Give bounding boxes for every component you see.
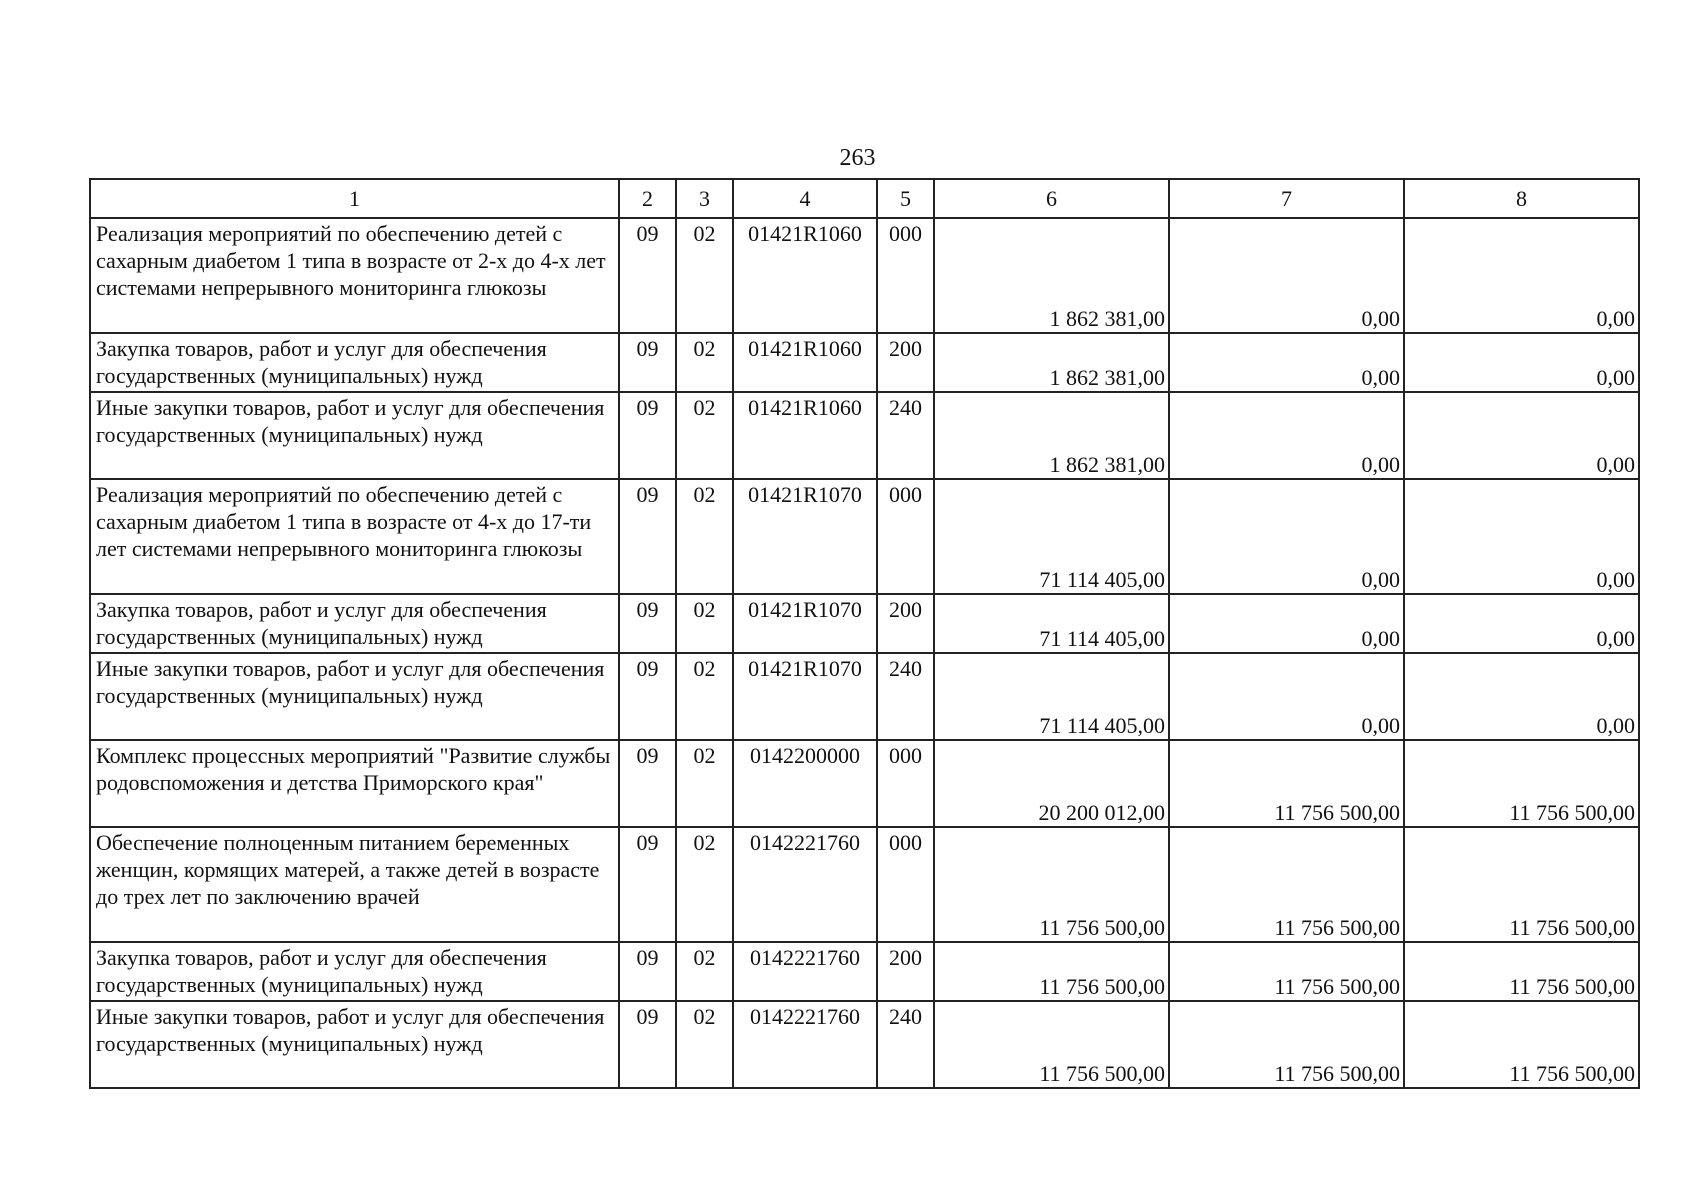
- table-row: [90, 653, 1639, 740]
- expense-name-cell: Иные закупки товаров, работ и услуг для обеспечения государственных (муниципальных) нужд: [90, 653, 619, 740]
- table-row: [90, 1001, 1639, 1088]
- subsection-code-cell: 02: [676, 333, 733, 392]
- section-code-cell: 09: [619, 479, 676, 594]
- amount-col8-cell: 11 756 500,00: [1404, 827, 1639, 942]
- section-code-cell: 09: [619, 827, 676, 942]
- expense-name-cell: Комплекс процессных мероприятий "Развитие службы родовспоможения и детства Приморского края": [90, 740, 619, 827]
- section-code-cell: 09: [619, 740, 676, 827]
- subsection-code-cell: 02: [676, 942, 733, 1001]
- amount-col6-cell: 11 756 500,00: [934, 1001, 1169, 1088]
- amount-col7-cell: 0,00: [1169, 218, 1404, 333]
- section-code-cell: 09: [619, 392, 676, 479]
- amount-col7-cell: 0,00: [1169, 392, 1404, 479]
- column-header-2: 2: [619, 179, 676, 218]
- section-code-cell: 09: [619, 333, 676, 392]
- table-header-row: [90, 179, 1639, 218]
- expense-name-cell: Реализация мероприятий по обеспечению детей с сахарным диабетом 1 типа в возрасте от 4-х до 17-ти лет системами непрерывного мониторинга глюкозы: [90, 479, 619, 594]
- expense-type-cell: 240: [877, 1001, 934, 1088]
- amount-col7-cell: 0,00: [1169, 594, 1404, 653]
- amount-col6-cell: 71 114 405,00: [934, 479, 1169, 594]
- expense-name-cell: Иные закупки товаров, работ и услуг для обеспечения государственных (муниципальных) нужд: [90, 1001, 619, 1088]
- expense-name-cell: Закупка товаров, работ и услуг для обеспечения государственных (муниципальных) нужд: [90, 942, 619, 1001]
- subsection-code-cell: 02: [676, 479, 733, 594]
- amount-col6-cell: 71 114 405,00: [934, 653, 1169, 740]
- amount-col8-cell: 0,00: [1404, 479, 1639, 594]
- expense-name-cell: Обеспечение полноценным питанием беременных женщин, кормящих матерей, а также детей в возрасте до трех лет по заключению врачей: [90, 827, 619, 942]
- table-row: [90, 392, 1639, 479]
- target-article-cell: 01421R1070: [733, 594, 877, 653]
- column-header-3: 3: [676, 179, 733, 218]
- expense-type-cell: 200: [877, 942, 934, 1001]
- expense-type-cell: 000: [877, 740, 934, 827]
- target-article-cell: 0142221760: [733, 1001, 877, 1088]
- subsection-code-cell: 02: [676, 1001, 733, 1088]
- target-article-cell: 01421R1070: [733, 479, 877, 594]
- amount-col7-cell: 0,00: [1169, 479, 1404, 594]
- target-article-cell: 0142221760: [733, 942, 877, 1001]
- amount-col7-cell: 0,00: [1169, 333, 1404, 392]
- target-article-cell: 01421R1060: [733, 333, 877, 392]
- amount-col7-cell: 11 756 500,00: [1169, 942, 1404, 1001]
- column-header-6: 6: [934, 179, 1169, 218]
- expense-name-cell: Закупка товаров, работ и услуг для обеспечения государственных (муниципальных) нужд: [90, 333, 619, 392]
- expense-type-cell: 240: [877, 392, 934, 479]
- table-row: [90, 218, 1639, 333]
- amount-col6-cell: 1 862 381,00: [934, 392, 1169, 479]
- section-code-cell: 09: [619, 653, 676, 740]
- page-number: 263: [839, 145, 876, 171]
- table-row: [90, 740, 1639, 827]
- table-row: [90, 479, 1639, 594]
- amount-col8-cell: 0,00: [1404, 333, 1639, 392]
- amount-col6-cell: 11 756 500,00: [934, 827, 1169, 942]
- expense-type-cell: 200: [877, 594, 934, 653]
- subsection-code-cell: 02: [676, 218, 733, 333]
- target-article-cell: 01421R1060: [733, 218, 877, 333]
- amount-col7-cell: 11 756 500,00: [1169, 827, 1404, 942]
- expense-name-cell: Реализация мероприятий по обеспечению детей с сахарным диабетом 1 типа в возрасте от 2-х до 4-х лет системами непрерывного мониторинга глюкозы: [90, 218, 619, 333]
- expense-name-cell: Закупка товаров, работ и услуг для обеспечения государственных (муниципальных) нужд: [90, 594, 619, 653]
- column-header-1: 1: [90, 179, 619, 218]
- column-header-5: 5: [877, 179, 934, 218]
- amount-col8-cell: 11 756 500,00: [1404, 740, 1639, 827]
- column-header-7: 7: [1169, 179, 1404, 218]
- subsection-code-cell: 02: [676, 594, 733, 653]
- section-code-cell: 09: [619, 218, 676, 333]
- expense-type-cell: 000: [877, 479, 934, 594]
- subsection-code-cell: 02: [676, 827, 733, 942]
- amount-col8-cell: 0,00: [1404, 392, 1639, 479]
- subsection-code-cell: 02: [676, 653, 733, 740]
- target-article-cell: 0142200000: [733, 740, 877, 827]
- subsection-code-cell: 02: [676, 392, 733, 479]
- column-header-4: 4: [733, 179, 877, 218]
- section-code-cell: 09: [619, 594, 676, 653]
- table-row: [90, 827, 1639, 942]
- target-article-cell: 01421R1060: [733, 392, 877, 479]
- table-row: [90, 594, 1639, 653]
- target-article-cell: 01421R1070: [733, 653, 877, 740]
- section-code-cell: 09: [619, 942, 676, 1001]
- expense-type-cell: 000: [877, 827, 934, 942]
- amount-col8-cell: 0,00: [1404, 594, 1639, 653]
- expense-type-cell: 000: [877, 218, 934, 333]
- amount-col8-cell: 0,00: [1404, 653, 1639, 740]
- amount-col6-cell: 20 200 012,00: [934, 740, 1169, 827]
- amount-col6-cell: 1 862 381,00: [934, 333, 1169, 392]
- amount-col7-cell: 0,00: [1169, 653, 1404, 740]
- amount-col6-cell: 1 862 381,00: [934, 218, 1169, 333]
- expense-type-cell: 200: [877, 333, 934, 392]
- column-header-8: 8: [1404, 179, 1639, 218]
- subsection-code-cell: 02: [676, 740, 733, 827]
- expense-name-cell: Иные закупки товаров, работ и услуг для обеспечения государственных (муниципальных) нужд: [90, 392, 619, 479]
- amount-col8-cell: 11 756 500,00: [1404, 1001, 1639, 1088]
- amount-col8-cell: 11 756 500,00: [1404, 942, 1639, 1001]
- amount-col6-cell: 11 756 500,00: [934, 942, 1169, 1001]
- table-row: [90, 333, 1639, 392]
- amount-col8-cell: 0,00: [1404, 218, 1639, 333]
- budget-table: [89, 178, 1640, 1089]
- amount-col7-cell: 11 756 500,00: [1169, 1001, 1404, 1088]
- target-article-cell: 0142221760: [733, 827, 877, 942]
- amount-col6-cell: 71 114 405,00: [934, 594, 1169, 653]
- amount-col7-cell: 11 756 500,00: [1169, 740, 1404, 827]
- section-code-cell: 09: [619, 1001, 676, 1088]
- table-row: [90, 942, 1639, 1001]
- expense-type-cell: 240: [877, 653, 934, 740]
